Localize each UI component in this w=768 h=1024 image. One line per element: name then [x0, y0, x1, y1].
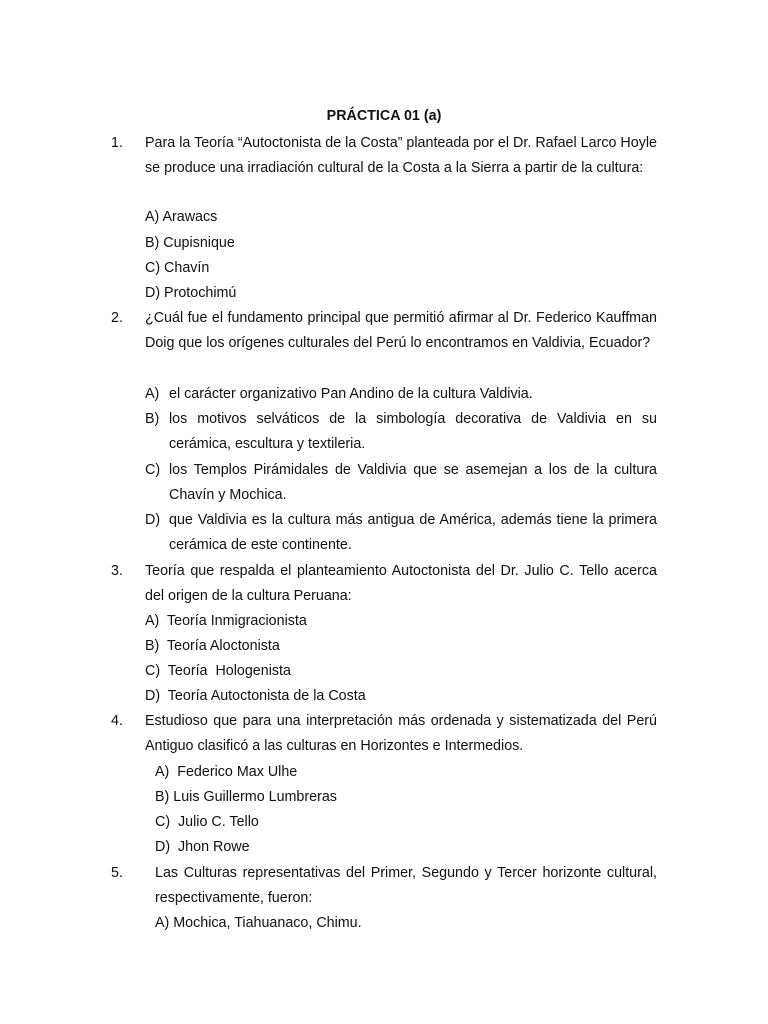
question-text: Las Culturas representativas del Primer, Segundo y Tercer horizonte cultural, respectivamente, fueron: — [155, 865, 657, 907]
page-title: PRÁCTICA 01 (a) — [326, 108, 442, 124]
question-text: Teoría que respalda el planteamiento Autoctonista del Dr. Julio C. Tello acerca del origen de la cultura Peruana: — [145, 563, 657, 605]
question-text: ¿Cuál fue el fundamento principal que permitió afirmar al Dr. Federico Kauffman Doig que los orígenes culturales del Perú lo encontramos en Valdivia, Ecuador? — [145, 310, 657, 352]
option-a: A) Arawacs — [145, 209, 218, 225]
option-label: A) — [145, 386, 160, 402]
question-number: 1. — [111, 135, 123, 151]
option-d: D) Protochimú — [145, 285, 237, 301]
option-text: los motivos selváticos de la simbología decorativa de Valdivia en su cerámica, escultura y textileria. — [169, 411, 657, 453]
option-c: C) Julio C. Tello — [155, 814, 259, 830]
option-a: A) Teoría Inmigracionista — [145, 613, 307, 629]
option-b: B) Cupisnique — [145, 235, 235, 251]
question-number: 3. — [111, 563, 123, 579]
option-text: los Templos Pirámidales de Valdivia que se asemejan a los de la cultura Chavín y Mochica. — [169, 462, 657, 504]
option-label: B) — [145, 411, 160, 427]
option-c: C) Teoría Hologenista — [145, 663, 291, 679]
option-c: C) Chavín — [145, 260, 210, 276]
option-label: C) — [145, 462, 161, 478]
question-number: 5. — [111, 865, 123, 881]
question-text: Estudioso que para una interpretación más ordenada y sistematizada del Perú Antiguo clasificó a las culturas en Horizontes e Intermedios. — [145, 713, 657, 755]
question-text: Para la Teoría “Autoctonista de la Costa” planteada por el Dr. Rafael Larco Hoyle se produce una irradiación cultural de la Costa a la Sierra a partir de la cultura: — [145, 135, 657, 177]
option-a: A) Federico Max Ulhe — [155, 764, 298, 780]
option-b: B) Luis Guillermo Lumbreras — [155, 789, 337, 805]
option-d: D) Teoría Autoctonista de la Costa — [145, 688, 366, 704]
option-text: que Valdivia es la cultura más antigua de América, además tiene la primera cerámica de este continente. — [169, 512, 657, 554]
question-number: 2. — [111, 310, 123, 326]
option-text: el carácter organizativo Pan Andino de la cultura Valdivia. — [169, 386, 533, 402]
option-b: B) Teoría Aloctonista — [145, 638, 280, 654]
option-d: D) Jhon Rowe — [155, 839, 250, 855]
question-number: 4. — [111, 713, 123, 729]
option-label: D) — [145, 512, 161, 528]
option-a: A) Mochica, Tiahuanaco, Chimu. — [155, 915, 362, 931]
